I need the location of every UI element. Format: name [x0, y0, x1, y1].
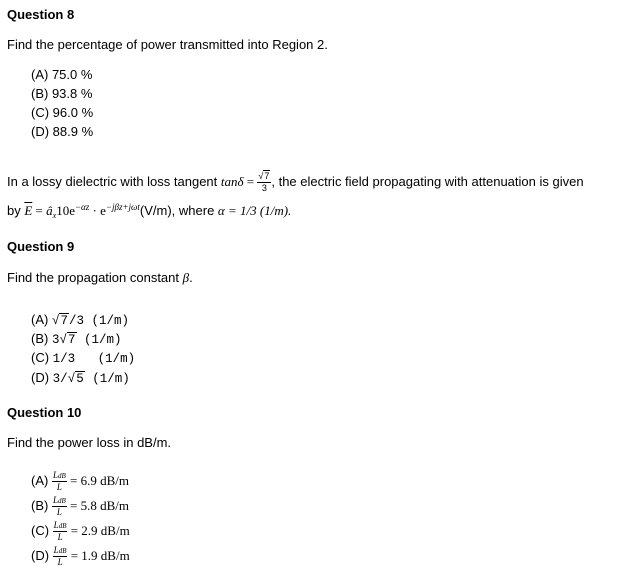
q10-option-c	[31, 521, 130, 542]
q10-option-label: (A)	[31, 472, 52, 488]
q9-option-radicand: 5	[76, 372, 84, 386]
exponent-phase: −jβz+jωt	[105, 202, 140, 212]
ldb-over-l-fraction: $\frac{\text{LdB}}{L}$	[53, 520, 67, 542]
intro-line-2	[7, 202, 291, 220]
q10-option-value: = 1.9 dB/m	[67, 547, 130, 563]
q9-option-label: (D)	[31, 370, 53, 385]
q9-option-post: /3 (1/m)	[68, 314, 129, 328]
q9-option-post: (1/m)	[76, 333, 122, 347]
q9-option-c	[31, 350, 135, 366]
q9-option-label: (B)	[31, 331, 52, 346]
q8-option-b: (B) 93.8 %	[31, 86, 93, 101]
q10-option-d	[31, 546, 130, 567]
q8-option-a: (A) 75.0 %	[31, 67, 93, 82]
sqrt-symbol: √	[67, 372, 76, 386]
intro-line-1	[7, 172, 584, 193]
intro-text-suffix: , the electric field propagating with attenuation is given	[271, 173, 584, 189]
q9-option-pre: 1/3 (1/m)	[52, 352, 136, 366]
q10-option-label: (C)	[31, 522, 53, 538]
q9-option-pre: 3	[51, 333, 60, 347]
sqrt-symbol: √	[51, 314, 60, 328]
q8-option-c: (C) 96.0 %	[31, 105, 94, 120]
q8-option-d: (D) 88.9 %	[31, 124, 94, 139]
frac-denominator: 3	[261, 183, 267, 193]
beta-symbol: β	[182, 270, 190, 285]
sqrt-symbol: √	[258, 171, 264, 181]
sqrt-symbol: √	[59, 333, 67, 347]
ldb-over-l-fraction: $\frac{\text{LdB}}{L}$	[53, 545, 67, 567]
question-9-heading: Question 9	[7, 239, 75, 254]
q10-option-value: = 6.9 dB/m	[66, 472, 129, 488]
ldb-over-l-fraction: $\frac{\text{LdB}}{L}$	[52, 470, 66, 492]
question-10-heading: Question 10	[7, 405, 82, 420]
q9-option-pre: 3/	[52, 372, 68, 386]
q9-option-d	[31, 370, 130, 386]
intro-text-prefix: In a lossy dielectric with loss tangent	[7, 173, 221, 189]
equals-sign: =	[243, 173, 258, 189]
q10-option-label: (B)	[31, 497, 52, 513]
q9-option-a	[31, 312, 129, 328]
tan-delta: tanδ	[220, 173, 244, 189]
field-units: (V/m), where	[139, 203, 218, 218]
question-9-prompt	[7, 270, 193, 286]
unit-vector-a: â	[46, 203, 53, 218]
field-vector-e: $\overline{E}$	[24, 203, 33, 218]
q10-option-label: (D)	[31, 547, 53, 563]
q9-option-label: (A)	[31, 312, 52, 327]
question-8-heading: Question 8	[7, 7, 75, 22]
frac-radicand: 7	[264, 171, 270, 181]
q9-prompt-text: Find the propagation constant	[7, 270, 183, 285]
sqrt7-over-3-fraction	[257, 172, 271, 193]
q9-option-post: (1/m)	[84, 372, 130, 386]
q9-option-radicand: 7	[60, 314, 68, 328]
question-10-prompt: Find the power loss in dB/m.	[7, 435, 172, 450]
q9-option-radicand: 7	[67, 333, 76, 347]
q10-option-b	[31, 496, 129, 517]
q10-option-a	[31, 471, 129, 492]
exponent-attenuation: −αz	[74, 202, 90, 212]
q9-option-b	[31, 331, 122, 347]
q10-option-value: = 5.8 dB/m	[66, 497, 129, 513]
field-equals: =	[32, 203, 47, 218]
alpha-value: α = 1/3 (1/m).	[217, 203, 292, 218]
unit-vector-sub: x	[52, 211, 57, 220]
q9-prompt-end: .	[189, 270, 193, 285]
field-coefficient: 10e	[56, 203, 75, 218]
q9-option-label: (C)	[31, 350, 53, 365]
ldb-over-l-fraction: $\frac{\text{LdB}}{L}$	[52, 495, 66, 517]
dot-e: · e	[89, 203, 106, 218]
q10-option-value: = 2.9 dB/m	[67, 522, 130, 538]
question-8-prompt: Find the percentage of power transmitted into Region 2.	[7, 37, 328, 52]
intro-by: by	[7, 203, 25, 218]
